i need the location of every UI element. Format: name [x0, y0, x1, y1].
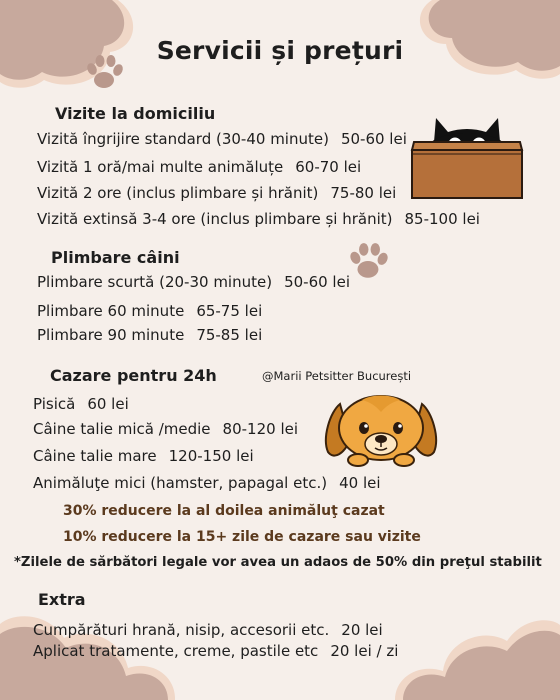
section-heading-extra: Extra	[38, 590, 86, 609]
item-price: 80-120 lei	[222, 420, 299, 438]
list-item	[33, 420, 298, 438]
item-label: Animăluţe mici (hamster, papagal etc.)	[33, 474, 328, 492]
item-price: 20 lei / zi	[330, 642, 399, 660]
credit-text: @Marii Petsitter București	[262, 369, 412, 383]
list-item	[37, 273, 350, 291]
list-item	[37, 302, 262, 320]
item-price: 50-60 lei	[284, 273, 350, 291]
item-label: Cumpărături hrană, nisip, accesorii etc.	[33, 621, 330, 639]
section-heading-walks: Plimbare câini	[51, 248, 180, 267]
item-price: 60-70 lei	[295, 158, 362, 176]
paw-print-icon	[344, 240, 394, 284]
item-label: Aplicat tratamente, creme, pastile etc	[33, 642, 319, 660]
cat-in-box-icon	[408, 112, 526, 202]
item-price: 65-75 lei	[196, 302, 263, 320]
puppy-icon	[322, 392, 440, 468]
item-label: Vizită 2 ore (inclus plimbare și hrănit)	[37, 184, 319, 202]
cloud-bottom-right-decoration	[395, 595, 560, 700]
item-label: Plimbare 90 minute	[37, 326, 185, 344]
list-item	[33, 447, 254, 465]
item-label: Vizită 1 oră/mai multe animăluțe	[37, 158, 284, 176]
item-label: Pisică	[33, 395, 76, 413]
item-price: 40 lei	[339, 474, 381, 492]
section-heading-visits: Vizite la domiciliu	[55, 104, 216, 123]
list-item	[37, 158, 361, 176]
item-label: Vizită extinsă 3-4 ore (inclus plimbare și hrănit)	[37, 210, 393, 228]
item-label: Câine talie mare	[33, 447, 157, 465]
item-price: 20 lei	[341, 621, 383, 639]
page-title: Servicii și prețuri	[156, 36, 404, 65]
list-item	[37, 130, 407, 148]
item-label: Plimbare 60 minute	[37, 302, 185, 320]
list-item	[33, 642, 398, 660]
item-price: 60 lei	[87, 395, 129, 413]
list-item	[33, 474, 381, 492]
list-item	[33, 395, 129, 413]
holiday-note: *Zilele de sărbători legale vor avea un adaos de 50% din preţul stabilit	[14, 555, 542, 570]
item-price: 85-100 lei	[404, 210, 480, 228]
promo-text: 10% reducere la 15+ zile de cazare sau vizite	[63, 529, 421, 545]
list-item	[37, 326, 262, 344]
list-item	[37, 210, 480, 228]
item-label: Câine talie mică /medie	[33, 420, 211, 438]
item-price: 75-85 lei	[196, 326, 263, 344]
item-label: Plimbare scurtă (20-30 minute)	[37, 273, 273, 291]
item-price: 120-150 lei	[168, 447, 254, 465]
section-heading-boarding: Cazare pentru 24h	[50, 366, 217, 385]
promo-text: 30% reducere la al doilea animăluţ cazat	[63, 503, 385, 519]
item-price: 50-60 lei	[340, 130, 407, 148]
list-item	[37, 184, 396, 202]
item-price: 75-80 lei	[330, 184, 397, 202]
item-label: Vizită îngrijire standard (30-40 minute)	[37, 130, 329, 148]
list-item	[33, 621, 383, 639]
